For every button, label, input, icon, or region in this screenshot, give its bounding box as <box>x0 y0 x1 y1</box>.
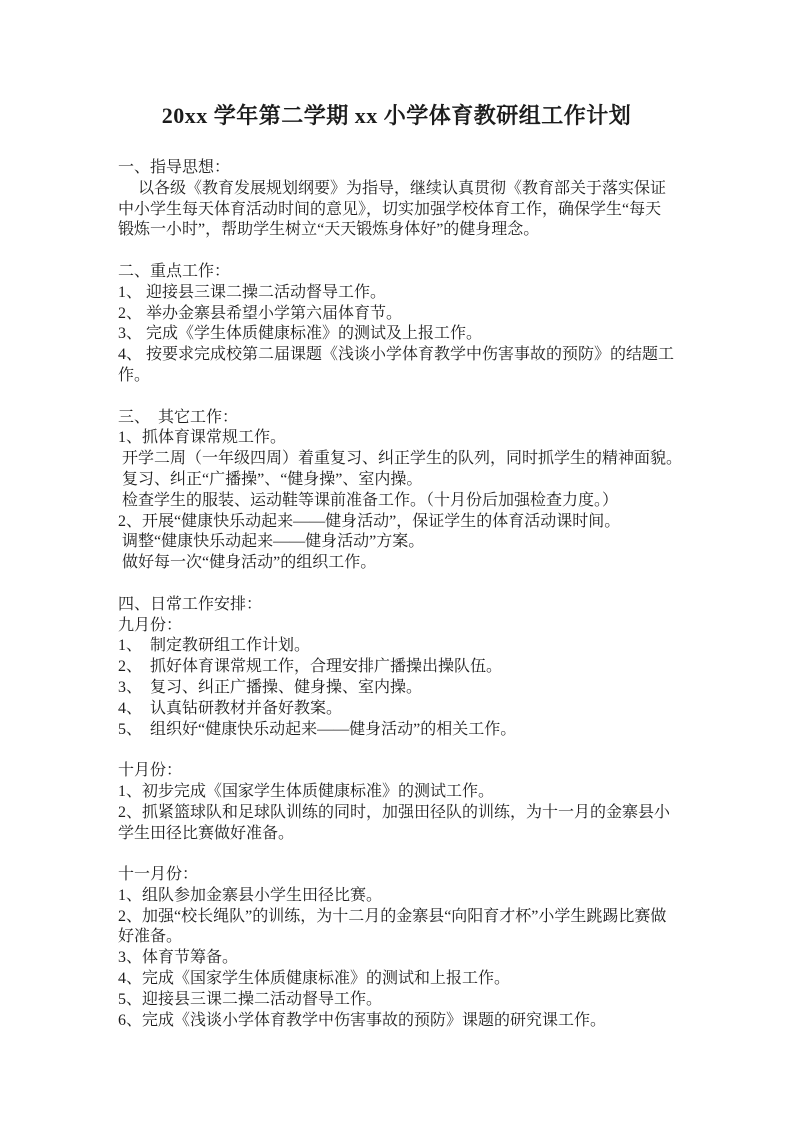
text-line: 2、 举办金寨县希望小学第六届体育节。 <box>118 304 403 322</box>
text-line: 好准备。 <box>118 928 183 946</box>
text-line: 3、 完成《学生体质健康标准》的测试及上报工作。 <box>118 325 483 343</box>
document-section <box>118 865 703 1031</box>
text-line: 6、完成《浅谈小学体育教学中伤害事故的预防》课题的研究课工作。 <box>118 1011 607 1029</box>
text-line: 中小学生每天体育活动时间的意见》，切实加强学校体育工作，确保学生“每天 <box>118 200 662 218</box>
text-line: 1、初步完成《国家学生体质健康标准》的测试工作。 <box>118 782 495 800</box>
text-line: 以各级《教育发展规划纲要》为指导，继续认真贯彻《教育部关于落实保证 <box>118 179 667 197</box>
section-heading: 四、日常工作安排： <box>118 595 263 613</box>
text-line: 5、迎接县三课二操二活动督导工作。 <box>118 990 383 1008</box>
text-line: 锻炼一小时”，帮助学生树立“天天锻炼身体好”的健身理念。 <box>118 221 540 239</box>
text-line: 1、抓体育课常规工作。 <box>118 429 287 447</box>
document-body <box>0 158 793 1031</box>
text-line: 1、组队参加金寨县小学生田径比赛。 <box>118 886 383 904</box>
section-heading: 二、重点工作： <box>118 262 231 280</box>
text-line: 作。 <box>118 366 151 384</box>
text-line: 4、 认真钻研教材并备好教案。 <box>118 699 343 717</box>
section-heading: 一、指导思想： <box>118 159 231 176</box>
document-section <box>118 408 703 574</box>
text-line: 3、 复习、纠正广播操、健身操、室内操。 <box>118 678 423 696</box>
text-line: 做好每一次“健身活动”的组织工作。 <box>118 554 377 572</box>
text-line: 检查学生的服装、运动鞋等课前准备工作。（十月份后加强检查力度。） <box>118 491 619 509</box>
text-line: 2、 抓好体育课常规工作，合理安排广播操出操队伍。 <box>118 658 503 676</box>
document-section <box>118 262 703 387</box>
text-line: 2、开展“健康快乐动起来——健身活动”，保证学生的体育活动课时间。 <box>118 512 621 530</box>
text-line: 5、 组织好“健康快乐动起来——健身活动”的相关工作。 <box>118 720 517 738</box>
text-line: 4、完成《国家学生体质健康标准》的测试和上报工作。 <box>118 970 511 988</box>
text-line: 2、加强“校长绳队”的训练，为十二月的金寨县“向阳育才杯”小学生跳踢比赛做 <box>118 907 667 925</box>
text-line: 1、 迎接县三课二操二活动督导工作。 <box>118 283 387 301</box>
section-heading: 十一月份： <box>118 866 199 884</box>
section-heading: 三、 其它工作： <box>118 408 239 426</box>
text-line: 2、抓紧篮球队和足球队训练的同时，加强田径队的训练，为十一月的金寨县小 <box>118 803 671 821</box>
text-line: 开学二周（一年级四周）着重复习、纠正学生的队列，同时抓学生的精神面貌。 <box>118 450 683 468</box>
text-line: 1、 制定教研组工作计划。 <box>118 637 311 655</box>
text-line: 学生田径比赛做好准备。 <box>118 824 295 842</box>
text-line: 复习、纠正“广播操”、“健身操”、室内操。 <box>118 470 423 488</box>
document-section <box>118 761 703 844</box>
document-section <box>118 595 703 741</box>
document-section <box>118 158 703 241</box>
text-line: 3、体育节筹备。 <box>118 949 239 967</box>
text-line: 4、 按要求完成校第二届课题《浅谈小学体育教学中伤害事故的预防》的结题工 <box>118 346 675 364</box>
document-title: 20xx 学年第二学期 xx 小学体育教研组工作计划 <box>161 103 632 128</box>
text-line: 调整“健康快乐动起来——健身活动”方案。 <box>118 533 425 551</box>
text-line: 九月份： <box>118 616 183 634</box>
section-heading: 十月份： <box>118 762 183 780</box>
